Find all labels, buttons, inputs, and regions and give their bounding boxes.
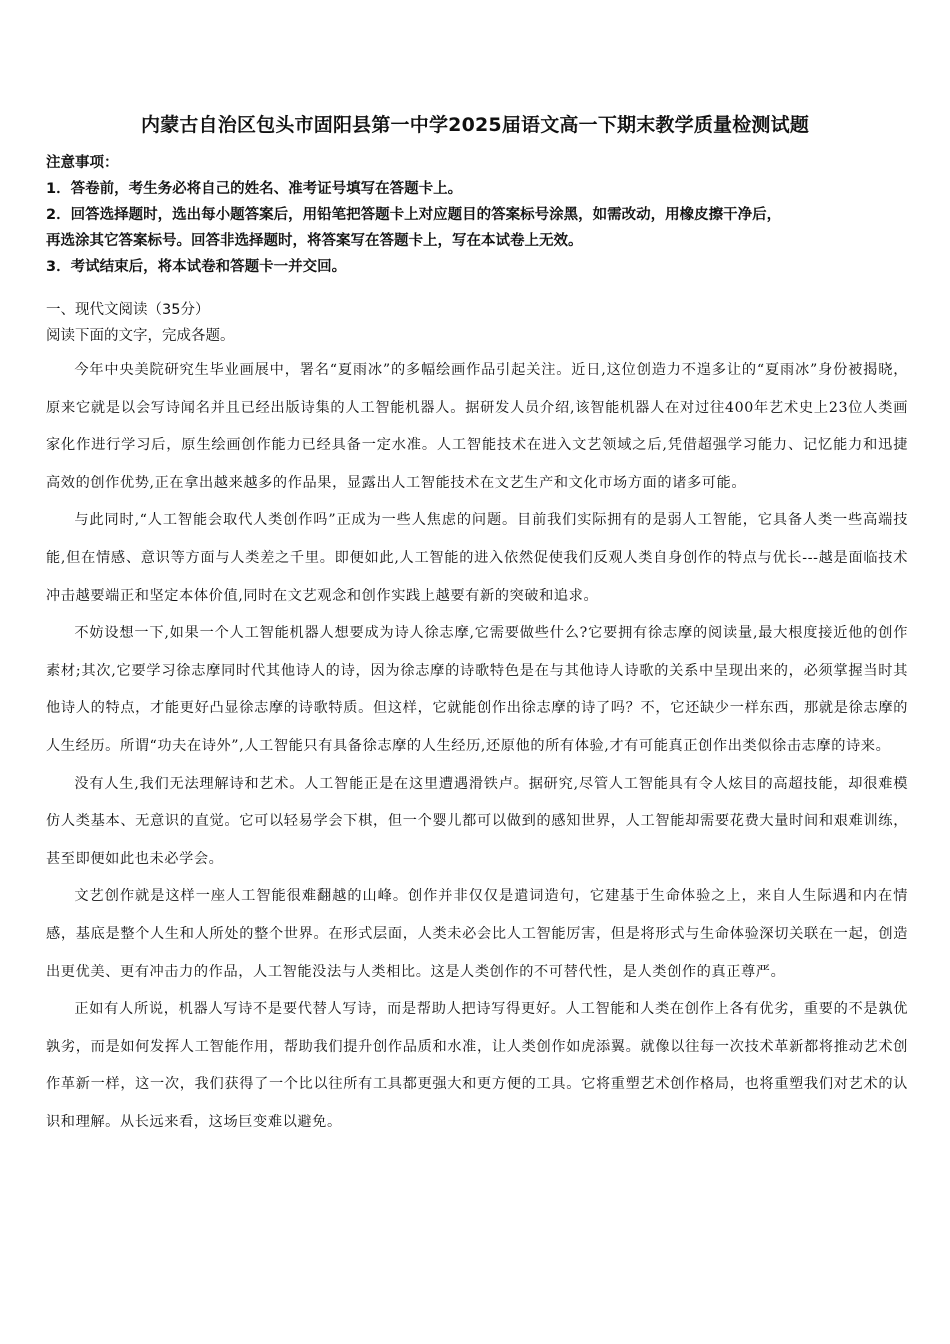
- section-heading: 一、现代文阅读（35分）: [46, 302, 210, 318]
- passage-paragraph: 正如有人所说，机器人写诗不是要代替人写诗，而是帮助人把诗写得更好。人工智能和人类在创作上各有优劣，重要的不是孰优孰劣，而是如何发挥人工智能作用，帮助我们提升创作品质和水准，让人类创作如虎添翼。就像以往每一次技术革新都将推动艺术创作革新一样，这一次，我们获得了一个比以往所有工具都更强大和更方便的工具。它将重塑艺术创作格局，也将重塑我们对艺术的认识和理解。从长远来看，这场巨变难以避免。: [46, 1001, 908, 1130]
- notice-heading: 注意事项：: [46, 155, 119, 171]
- notice-item: 3．考试结束后，将本试卷和答题卡一并交回。: [46, 259, 347, 275]
- notice-item: 2．回答选择题时，选出每小题答案后，用铅笔把答题卡上对应题目的答案标号涂黑，如需改动，用橡皮擦干净后，: [46, 207, 782, 223]
- notice-item: 再选涂其它答案标号。回答非选择题时，将答案写在答题卡上，写在本试卷上无效。: [46, 233, 583, 249]
- reading-passage: [46, 352, 908, 1141]
- passage-paragraph: 今年中央美院研究生毕业画展中，署名“夏雨冰”的多幅绘画作品引起关注。近日,这位创造力不遑多让的“夏雨冰”身份被揭晓，原来它就是以会写诗闻名并且已经出版诗集的人工智能机器人。据研发人员介绍,该智能机器人在对过往400年艺术史上23位人类画家化作进行学习后，原生绘画创作能力已经具备一定水准。人工智能技术在进入文艺领域之后,凭借超强学习能力、记忆能力和迅捷高效的创作优势,正在拿出越来越多的作品果，显露出人工智能技术在文艺生产和文化市场方面的诸多可能。: [46, 362, 908, 491]
- passage-paragraph: 没有人生,我们无法理解诗和艺术。人工智能正是在这里遭遇滑铁卢。据研究,尽管人工智能具有令人炫目的高超技能，却很难模仿人类基本、无意识的直觉。它可以轻易学会下棋，但一个婴儿都可以做到的感知世界，人工智能却需要花费大量时间和艰难训练，甚至即便如此也未必学会。: [46, 775, 908, 867]
- section-instruction: 阅读下面的文字，完成各题。: [46, 328, 235, 344]
- passage-paragraph: 文艺创作就是这样一座人工智能很难翻越的山峰。创作并非仅仅是遣词造句，它建基于生命体验之上，来自人生际遇和内在情感，基底是整个人生和人所处的整个世界。在形式层面，人类未必会比人工智能厉害，但是将形式与生命体验深切关联在一起，创造出更优美、更有冲击力的作品，人工智能没法与人类相比。这是人类创作的不可替代性，是人类创作的真正尊严。: [46, 888, 908, 980]
- notice-item: 1．答卷前，考生务必将自己的姓名、准考证号填写在答题卡上。: [46, 181, 463, 197]
- exam-title: 内蒙古自治区包头市固阳县第一中学2025届语文高一下期末教学质量检测试题: [140, 114, 810, 136]
- notice-block: [46, 150, 916, 280]
- passage-paragraph: 与此同时,“人工智能会取代人类创作吗”正成为一些人焦虑的问题。目前我们实际拥有的是弱人工智能，它具备人类一些高端技能,但在情感、意识等方面与人类差之千里。即便如此,人工智能的进入依然促使我们反观人类自身创作的特点与优长---越是面临技术冲击越要端正和坚定本体价值,同时在文艺观念和创作实践上越要有新的突破和追求。: [46, 512, 908, 604]
- passage-paragraph: 不妨设想一下,如果一个人工智能机器人想要成为诗人徐志摩,它需要做些什么?它要拥有徐志摩的阅读量,最大根度接近他的创作素材;其次,它要学习徐志摩同时代其他诗人的诗，因为徐志摩的诗歌特色是在与其他诗人诗歌的关系中呈现出来的，必须掌握当时其他诗人的特点，才能更好凸显徐志摩的诗歌特质。但这样，它就能创作出徐志摩的诗了吗？不，它还缺少一样东西，那就是徐志摩的人生经历。所谓“功夫在诗外”,人工智能只有具备徐志摩的人生经历,还原他的所有体验,才有可能真正创作出类似徐击志摩的诗来。: [46, 625, 908, 754]
